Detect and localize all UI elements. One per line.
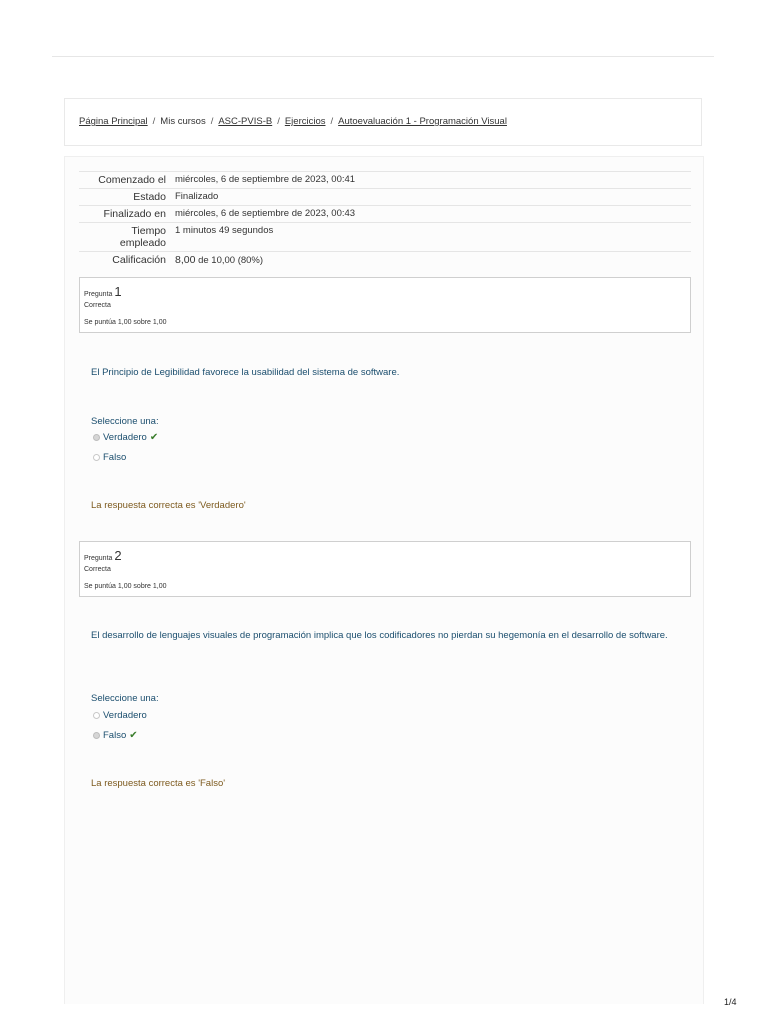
question-number-value: 2 [114,548,122,563]
breadcrumb-separator: / [210,116,214,127]
summary-label-line: empleado [119,237,166,249]
check-icon: ✔ [149,432,159,443]
radio-icon[interactable] [93,454,100,461]
option-true-1[interactable] [93,432,158,443]
option-false-1[interactable] [93,452,126,463]
summary-label: Finalizado en [79,206,172,223]
question-info-1 [79,277,691,333]
option-label: Falso [103,730,127,741]
breadcrumb-exercises-link[interactable]: Ejercicios [284,116,326,127]
question-text-1: El Principio de Legibilidad favorece la usabilidad del sistema de software. [91,367,400,378]
radio-icon[interactable] [93,712,100,719]
summary-label [79,223,172,252]
breadcrumb [64,98,702,146]
summary-row-time [79,223,691,252]
summary-label: Estado [79,189,172,206]
option-label: Falso [103,452,127,463]
breadcrumb-course-link[interactable]: ASC-PVIS-B [218,116,273,127]
option-label: Verdadero [103,432,147,443]
grade-total: de 10,00 (80%) [198,255,264,266]
breadcrumb-home-link[interactable]: Página Principal [79,116,148,127]
grade-score: 8,00 [175,254,196,266]
summary-row-grade [79,252,691,270]
breadcrumb-trail [79,116,507,127]
question-label: Pregunta [84,555,113,562]
select-prompt-2: Seleccione una: [91,693,159,704]
correct-answer-2: La respuesta correcta es 'Falso' [91,778,226,789]
breadcrumb-separator: / [330,116,334,127]
summary-value [172,252,691,270]
correct-answer-1: La respuesta correcta es 'Verdadero' [91,500,246,511]
summary-value: 1 minutos 49 segundos [172,223,691,252]
question-number [84,548,122,563]
question-state: Correcta [84,302,111,309]
option-true-2[interactable] [93,710,147,721]
question-info-2 [79,541,691,597]
question-number-value: 1 [114,284,122,299]
summary-value: Finalizado [172,189,691,206]
question-label: Pregunta [84,291,113,298]
breadcrumb-my-courses: Mis cursos [160,116,206,127]
check-icon: ✔ [129,730,138,741]
attempt-summary-table [79,171,691,269]
breadcrumb-separator: / [277,116,280,127]
select-prompt-1: Seleccione una: [91,416,159,427]
quiz-review-region [64,156,704,1004]
summary-label-line: Tiempo [131,225,166,237]
breadcrumb-quiz-link[interactable]: Autoevaluación 1 - Programación Visual [338,116,507,127]
breadcrumb-separator: / [152,116,156,127]
radio-icon[interactable] [93,434,100,441]
question-mark: Se puntúa 1,00 sobre 1,00 [84,319,167,326]
question-text-2: El desarrollo de lenguajes visuales de programación implica que los codificadores no pierdan su hegemonía en el desarrollo de software. [91,630,668,641]
option-label: Verdadero [103,710,147,721]
summary-value: miércoles, 6 de septiembre de 2023, 00:41 [172,172,691,189]
radio-icon[interactable] [93,732,100,739]
summary-row-state [79,189,691,206]
question-state: Correcta [84,566,111,573]
summary-row-finished [79,206,691,223]
question-number [84,284,122,299]
summary-value: miércoles, 6 de septiembre de 2023, 00:43 [172,206,691,223]
summary-label: Comenzado el [79,172,172,189]
question-mark: Se puntúa 1,00 sobre 1,00 [84,583,167,590]
option-false-2[interactable] [93,730,138,741]
page-number: 1/4 [724,997,737,1007]
summary-label: Calificación [79,252,172,270]
summary-row-started [79,172,691,189]
top-divider [52,56,714,57]
